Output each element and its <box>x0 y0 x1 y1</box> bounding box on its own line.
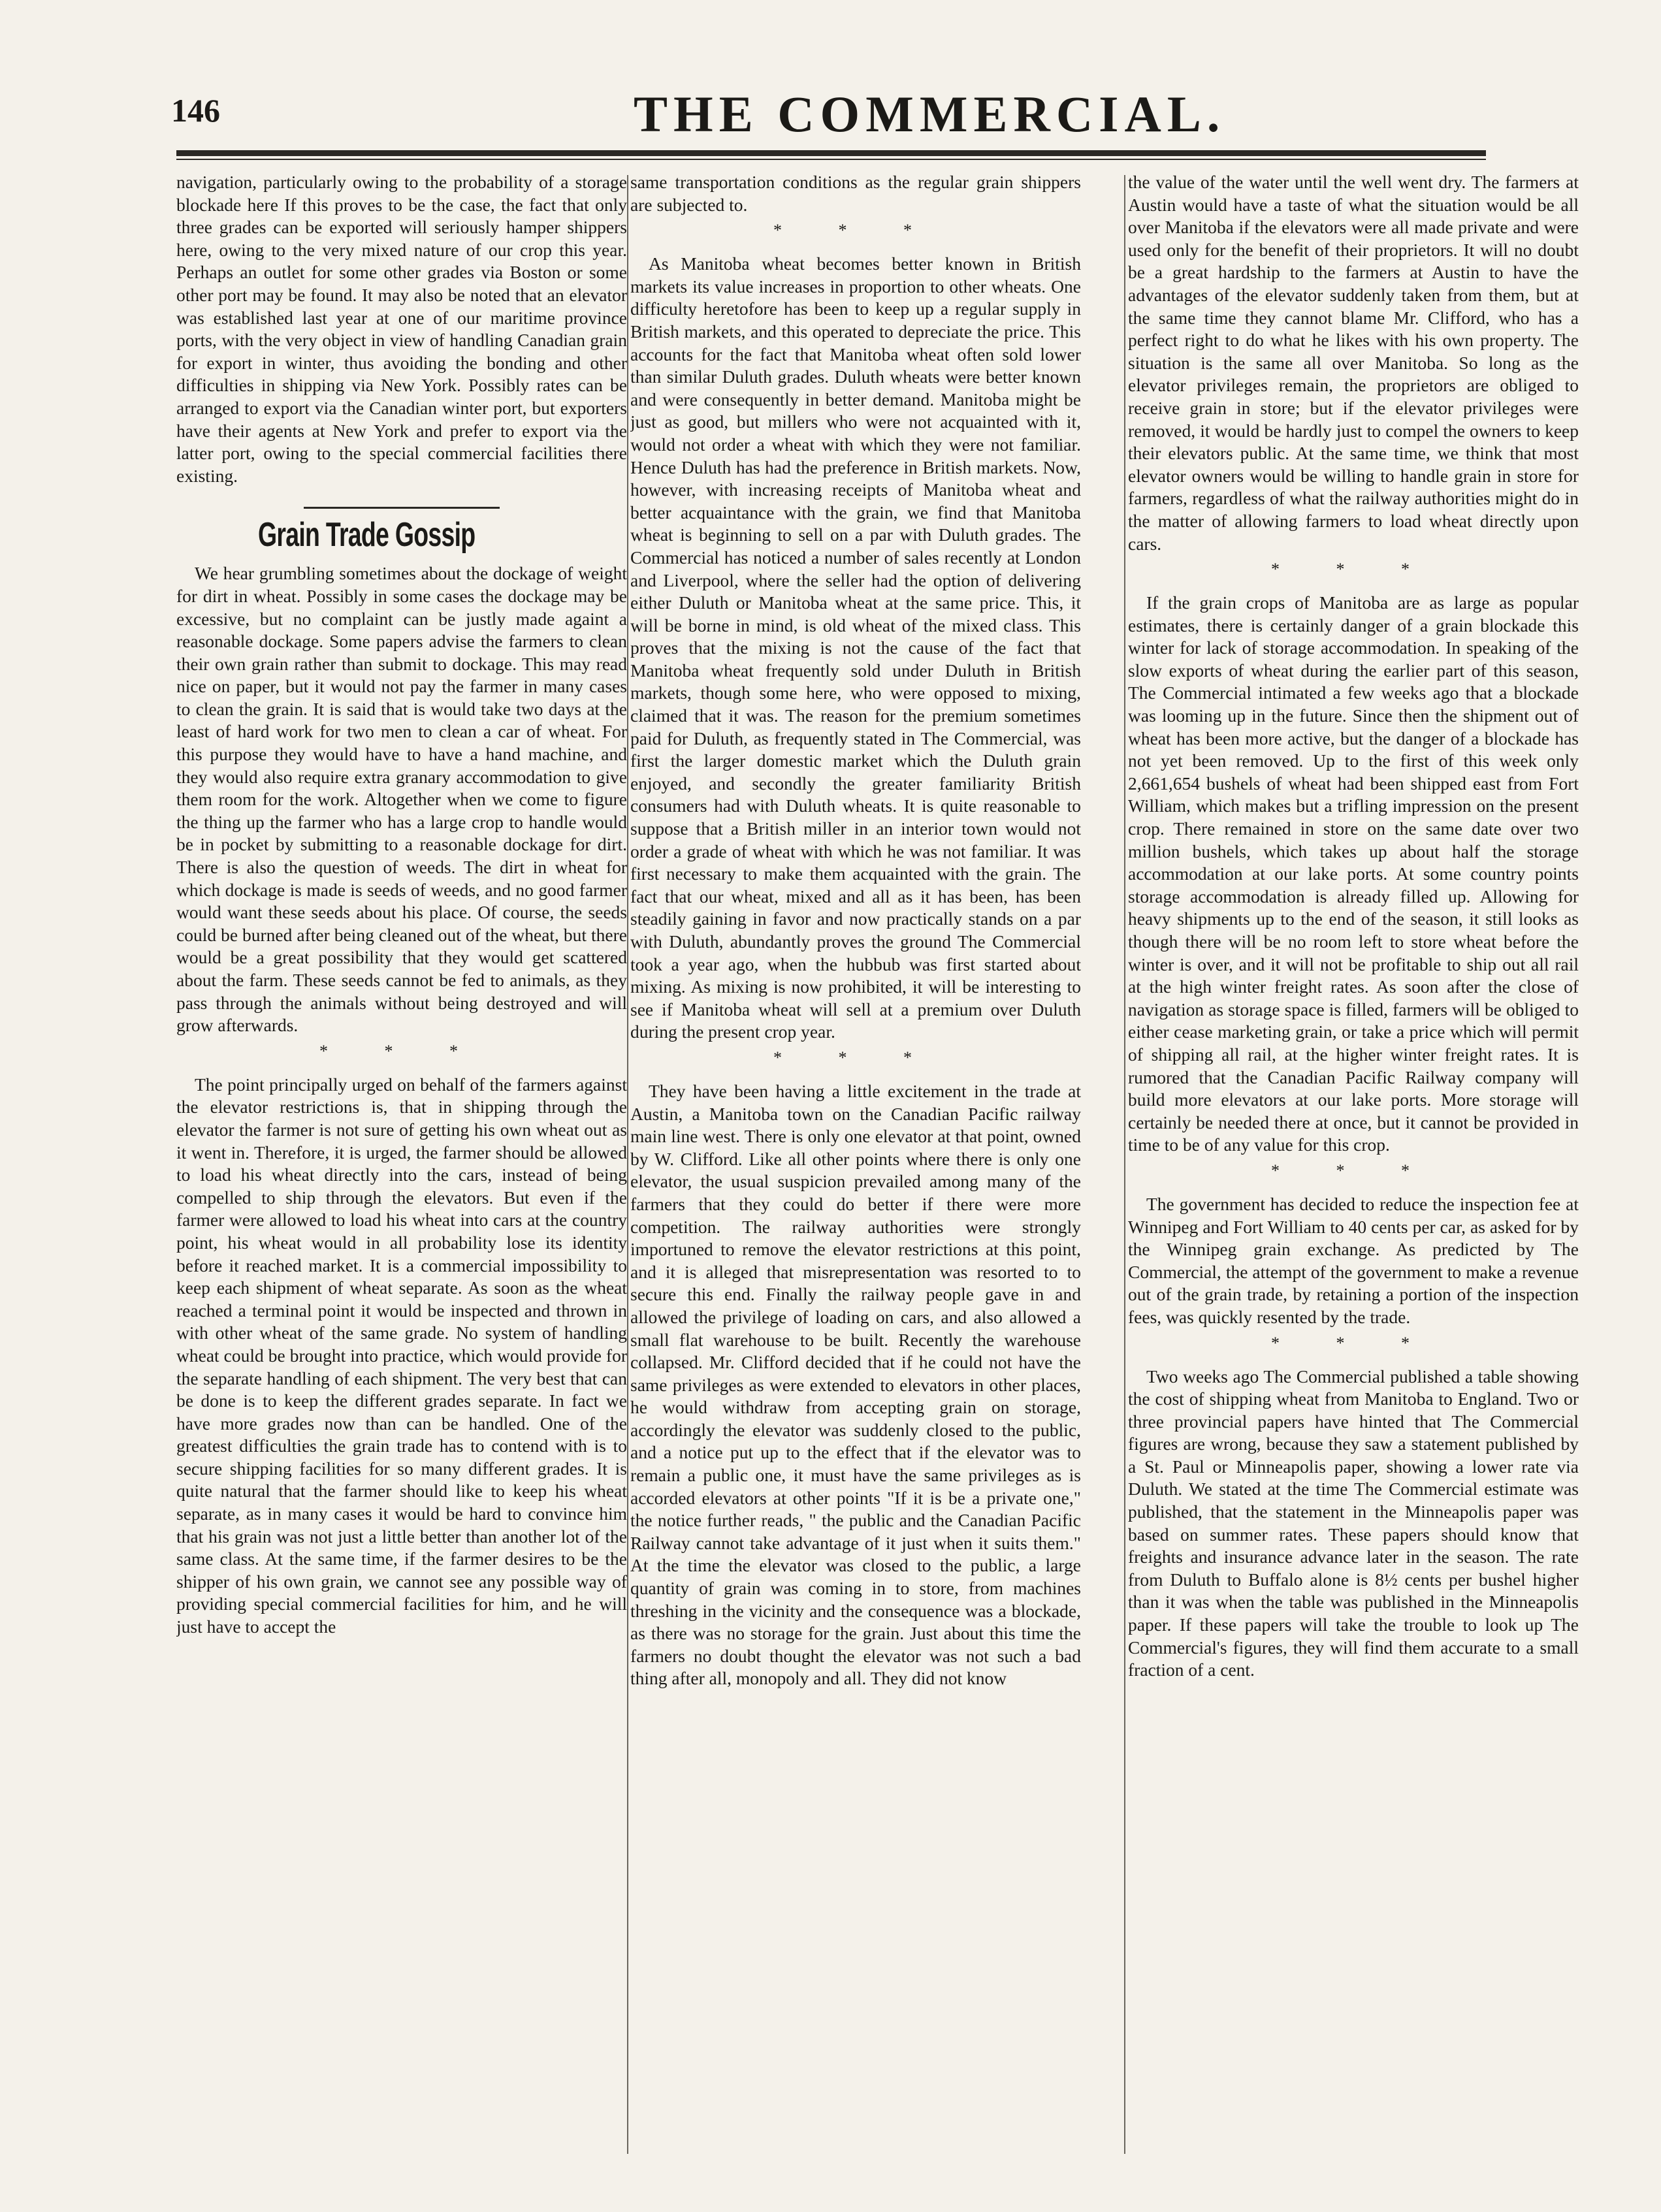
article-paragraph: the value of the water until the well went dry. The farmers at Austin would have a taste of what the situation would be all over Manitoba if the elevators were all made private and were used only for the benefit of their proprietors. It will no doubt be a great hardship to the farmers at Austin to have the advantages of the elevator suddenly taken from them, but at the same time they cannot blame Mr. Clifford, who has a perfect right to do what he likes with his own property. The situation is the same all over Manitoba. So long as the elevator privileges remain, the proprietors are obliged to receive grain in store; but if the elevator privileges were removed, it would be hardly just to compel the owners to keep their elevators public. At the same time, we think that most elevator owners would be willing to handle grain in store for farmers, regardless of what the railway authorities might do in the matter of allowing farmers to load wheat directly upon cars. <box>1128 172 1579 554</box>
article-paragraph: If the grain crops of Manitoba are as large as popular estimates, there is certainly danger of a grain blockade this winter for lack of storage accommodation. In speaking of the slow exports of wheat during the earlier part of this season, The Commercial intimated a few weeks ago that a blockade was looming up in the future. Since then the shipment out of wheat has been more active, but the danger of a blockade has not yet been removed. Up to the first of this week only 2,661,654 bushels of wheat had been shipped east from Fort William, which makes but a trifling impression on the present crop. There remained in store on the same date over two million bushels, which takes up about half the storage accommodation at our lake ports. At some country points storage accommodation is already filled up. Allowing for heavy shipments up to the end of the season, it still looks as though there will be no room left to store wheat before the winter is over, and it will not be profitable to ship out all rail at the high winter freight rates. As soon after the close of navigation as storage space is filled, farmers will be obliged to either cease marketing grain, or take a price which will permit of shipping all rail, at the higher winter freight rates. It is rumored that the Canadian Pacific Railway company will build more elevators at our lake ports. More storage will certainly be needed there at once, but it cannot be provided in time to be of any value for this crop. <box>1128 592 1579 1155</box>
column-3 <box>1128 171 1579 2160</box>
page-title: THE COMMERCIAL. <box>634 86 1226 142</box>
column-1 <box>176 171 627 2160</box>
article-paragraph: The point principally urged on behalf of the farmers against the elevator restrictions is, that in shipping through the elevator the farmer is not sure of getting his own wheat out as it went in. Therefore, it is urged, the farmer should be allowed to load his wheat directly into the cars, instead of being compelled to ship through the elevators. But even if the farmer were allowed to load his wheat into cars at the country point, his wheat would in all probability lose its identity before it reached market. It is a commercial impossibility to keep each shipment of wheat separate. As soon as the wheat reached a terminal point it would be inspected and thrown in with other wheat of the same grade. No system of handling wheat could be brought into practice, which would provide for the separate handling of each shipment. The very best that can be done is to keep the different grades separate. In fact we have more grades now than can be handled. One of the greatest difficulties the grain trade has to contend with is to secure shipping facilities for so many different grades. It is quite natural that the farmer should like to keep his wheat separate, as in many cases it would be hard to convince him that his grain was not just a little better than another lot of the same class. At the same time, if the farmer desires to be the shipper of his own grain, we cannot see any possible way of providing special commercial facilities for him, and he will just have to accept the <box>176 1074 627 1637</box>
article-paragraph: navigation, particularly owing to the probability of a storage blockade here If this proves to be the case, the fact that only three grades can be exported will seriously hamper shippers here, owing to the very mixed nature of our crop this year. Perhaps an outlet for some other grades via Boston or some other port may be found. It may also be noted that an elevator was established last year at one of our maritime province ports, with the very object in view of handling Canadian grain for export in winter, thus avoiding the bonding and other difficulties in shipping via New York. Possibly rates can be arranged to export via the Canadian winter port, but exporters have their agents at New York and prefer to export via the latter port, owing to the special commercial facilities there existing. <box>176 172 627 486</box>
page-number: 146 <box>171 92 220 129</box>
section-separator: * * * <box>773 221 938 240</box>
section-separator: * * * <box>1271 1333 1436 1353</box>
masthead <box>0 0 1661 163</box>
article-paragraph: same transportation conditions as the regular grain shippers are subjected to. <box>630 172 1081 215</box>
column-divider <box>1124 175 1125 2154</box>
article-paragraph: Two weeks ago The Commercial published a table showing the cost of shipping wheat from Manitoba to England. Two or three provincial papers have hinted that The Commercial figures are wrong, because they saw a statement published by a St. Paul or Minneapolis paper, showing a lower rate via Duluth. We stated at the time The Commercial estimate was published, that the statement in the Minneapolis paper was based on summer rates. These papers should know that freights and insurance advance later in the season. The rate from Duluth to Buffalo alone is 8½ cents per bushel higher than it was when the table was published in the Minneapolis paper. If these papers will take the trouble to look up The Commercial's figures, they will find them accurate to a small fraction of a cent. <box>1128 1366 1579 1680</box>
section-separator: * * * <box>1271 1161 1436 1180</box>
column-2 <box>630 171 1081 2160</box>
article-paragraph: As Manitoba wheat becomes better known in British markets its value increases in proportion to other wheats. One difficulty heretofore has been to keep up a regular supply in British markets, and this operated to depreciate the price. This accounts for the fact that Manitoba wheat often sold lower than similar Duluth grades. Duluth wheats were better known and were consequently in better demand. Manitoba might be just as good, but millers who were not acquainted with it, would not order a wheat with which they were not familiar. Hence Duluth has had the preference in British markets. Now, however, with increasing receipts of Manitoba wheat and better acquaintance with the grain, we find that Manitoba wheat is beginning to sell on a par with Duluth grades. The Commercial has noticed a number of sales recently at London and Liverpool, where the seller had the option of delivering either Duluth or Manitoba wheat at the same price. This, it will be borne in mind, is old wheat of the mixed class. This proves that the mixing is not the cause of the fact that Manitoba wheat frequently sold under Duluth in British markets, though some here, who were opposed to mixing, claimed that it was. The reason for the premium sometimes paid for Duluth, as frequently stated in The Commercial, was first the larger domestic market which the Duluth grain enjoyed, and secondly the greater familiarity British consumers had with Duluth wheats. It is quite reasonable to suppose that a British miller in an interior town would not order a grade of wheat with which he was not familiar. It was first necessary to make them acquainted with the grain. The fact that our wheat, mixed and all as it has been, has been steadily gaining in favor and now practically stands on a par with Duluth, abundantly proves the ground The Commercial took a year ago, when the hubbub was first started about mixing. As mixing is now prohibited, it will be interesting to see if Manitoba wheat will sell at a premium over Duluth during the present crop year. <box>630 253 1081 1042</box>
article-paragraph: The government has decided to reduce the inspection fee at Winnipeg and Fort William to 40 cents per car, as asked for by the Winnipeg grain exchange. As predicted by The Commercial, the attempt of the government to make a revenue out of the grain trade, by retaining a portion of the inspection fees, was quickly resented by the trade. <box>1128 1193 1579 1327</box>
article-paragraph: They have been having a little excitement in the trade at Austin, a Manitoba town on the Canadian Pacific railway main line west. There is only one elevator at that point, owned by W. Clifford. Like all other points where there is only one elevator, the usual suspicion prevailed among many of the farmers that they could do better if there were more competition. The railway authorities were strongly importuned to remove the elevator restrictions at this point, and it is alleged that misrepresentation was resorted to to secure this end. Finally the railway people gave in and allowed the privilege of loading on cars, and also allowed a small flat warehouse to be built. Recently the warehouse collapsed. Mr. Clifford decided that if he could not have the same privileges as were extended to elevators in other places, he would withdraw from accepting grain on storage, accordingly the elevator was suddenly closed to the public, and a notice put up to the effect that if the elevator was to remain a public one, it must have the same privileges as is accorded elevators at other points "If it is be a private one," the notice further reads, " the public and the Canadian Pacific Railway cannot take advantage of it just when it suits them." At the time the elevator was closed to the public, a large quantity of grain was coming in to store, from machines threshing in the vicinity and the consequence was a blockade, as there was no storage for the grain. Just about this time the farmers no doubt thought the elevator was not such a bad thing after all, monopoly and all. They did not know <box>630 1080 1081 1689</box>
article-paragraph: We hear grumbling sometimes about the dockage of weight for dirt in wheat. Possibly in some cases the dockage may be excessive, but no complaint can be justly made againt a reasonable dockage. Some papers advise the farmers to clean their own grain rather than submit to dockage. This may read nice on paper, but it would not pay the farmer in many cases to clean the grain. It is said that is would take two days at the least of hard work for two men to clean a car of wheat. For this purpose they would have to have a hand machine, and they would also require extra granary accommodation to give them room for the work. Altogether when we come to figure the thing up the farmer who has a large crop to handle would be in pocket by submitting to a reasonable dockage for dirt. There is also the question of weeds. The dirt in wheat for which dockage is made is seeds of weeds, and no good farmer would want these seeds about his place. Of course, the seeds could be burned after being cleaned out of the wheat, but there would be a great possibility that they would get scattered about the farm. These seeds cannot be fed to animals, as they pass through the animals without being destroyed and will grow afterwards. <box>176 563 627 1036</box>
section-separator: * * * <box>1271 560 1436 579</box>
header-rule-thick <box>176 150 1486 156</box>
section-heading: Grain Trade Gossip <box>258 516 476 554</box>
column-divider <box>627 175 628 2154</box>
section-rule <box>304 507 500 509</box>
section-separator: * * * <box>773 1048 938 1067</box>
section-separator: * * * <box>319 1041 484 1061</box>
header-rule-thin <box>176 159 1486 160</box>
